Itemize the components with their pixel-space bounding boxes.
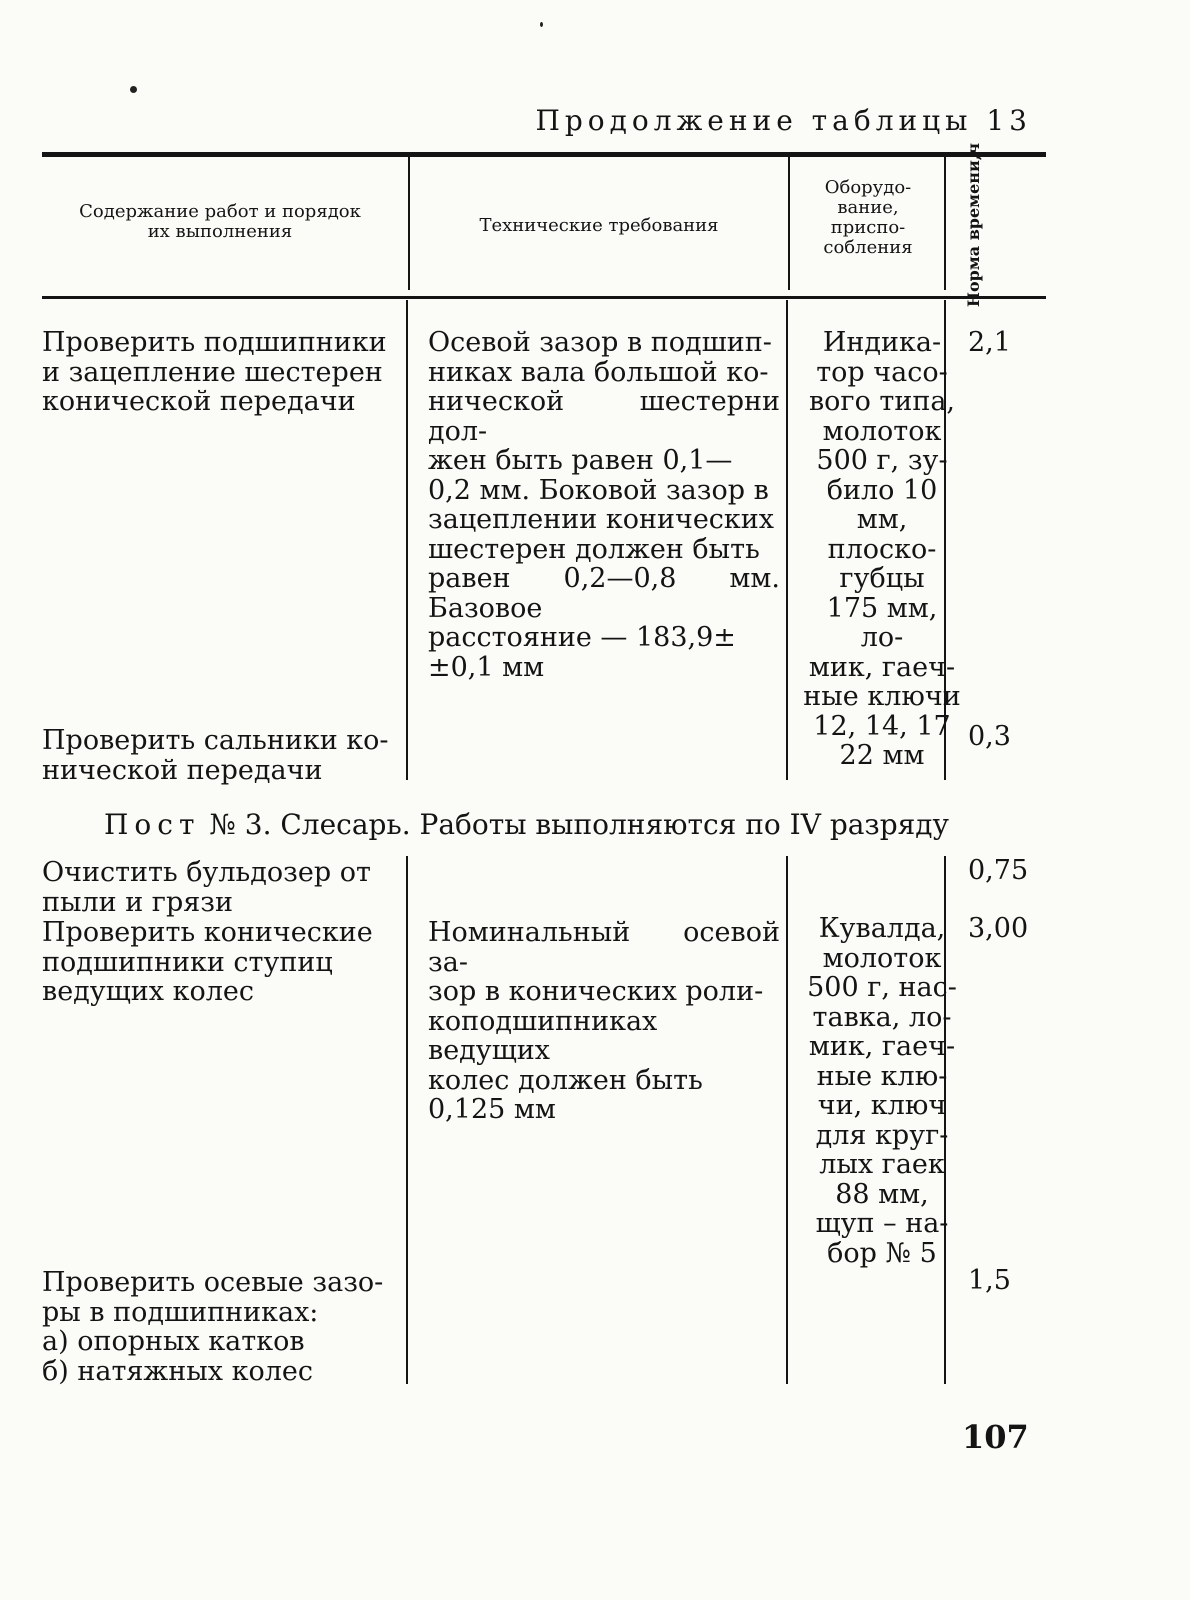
row-work-text: Очистить бульдозер от пыли и грязи <box>42 857 371 918</box>
header-time-norm-cell <box>952 142 996 308</box>
column-divider <box>786 300 788 780</box>
column-divider <box>788 157 790 290</box>
column-divider <box>944 157 946 290</box>
column-divider <box>406 856 408 1384</box>
section-heading-lead: Пост <box>104 808 201 841</box>
row-time-norm: 1,5 <box>968 1265 1011 1296</box>
page-number: 107 <box>962 1418 1029 1456</box>
table-top-rule <box>42 152 1046 157</box>
row-equipment-text: Индика- тор часо- вого типа, молоток 500 г, зу- било 10 мм, плоско- губцы 175 мм, ло- мик, гаеч- ные ключи 12, 14, 17 22 мм <box>803 327 961 771</box>
row-time-norm: 0,3 <box>968 721 1011 752</box>
row-time-norm: 3,00 <box>968 913 1029 944</box>
header-technical-requirements: Технические требования <box>479 215 719 236</box>
header-work-content: Содержание работ и порядок их выполнения <box>79 201 361 242</box>
row-equipment-text: Кувалда, молоток 500 г, нас- тавка, ло- мик, гаеч- ные клю- чи, ключ для круг- лых гаек 88 мм, щуп – на- бор № 5 <box>807 913 957 1269</box>
section-heading-text: № 3. Слесарь. Работы выполняются по IV разряду <box>209 808 950 841</box>
section-heading <box>104 808 949 841</box>
row-time-norm: 2,1 <box>968 327 1011 358</box>
header-bottom-rule <box>42 296 1046 299</box>
row-work-text: Проверить сальники ко- нической передачи <box>42 725 389 786</box>
header-time-norm: Норма времени,ч <box>964 142 983 308</box>
row-work-text: Проверить конические подшипники ступиц ведущих колес <box>42 917 373 1007</box>
header-equipment: Оборудо- вание, приспо- собления <box>823 177 913 258</box>
column-divider <box>786 856 788 1384</box>
column-divider <box>406 300 408 780</box>
row-work-text: Проверить осевые зазо- ры в подшипниках: а) опорных катков б) натяжных колес <box>42 1267 384 1387</box>
row-requirements-text: Номинальный осевой за- зор в конических роли- коподшипниках ведущих колес должен быть 0,125 мм <box>428 917 780 1125</box>
row-requirements-text: Осевой зазор в подшип- никах вала большой ко- нической шестерни дол- жен быть равен 0,1— 0,2 мм. Боковой зазор в зацеплении конических шестерен должен быть равен 0,2—0,8 мм. Базовое расстояние — 183,9± ±0,1 мм <box>428 327 780 683</box>
column-divider <box>408 157 410 290</box>
row-work-text: Проверить подшипники и зацепление шестерен конической передачи <box>42 327 387 417</box>
print-speck <box>540 22 543 27</box>
table-caption: Продолжение таблицы 13 <box>535 104 1032 137</box>
row-time-norm: 0,75 <box>968 855 1029 886</box>
print-speck <box>130 86 137 93</box>
